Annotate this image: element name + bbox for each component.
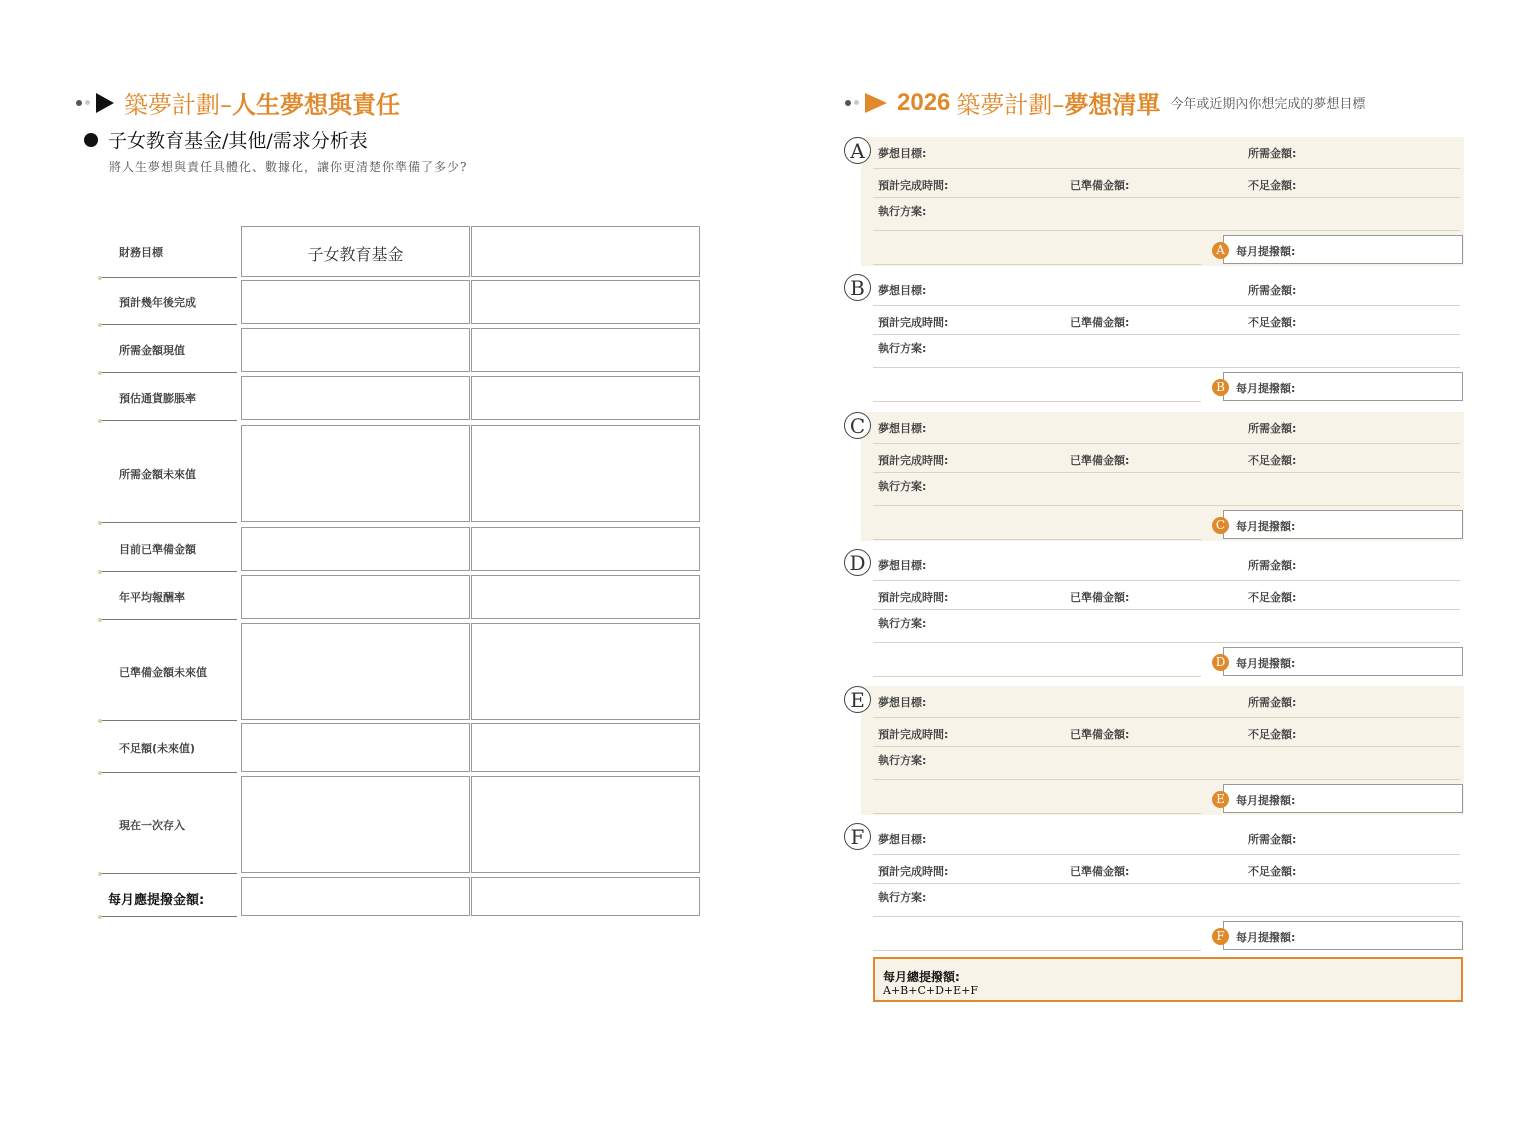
dream-goal-label: 夢想目標: bbox=[878, 833, 927, 846]
completion-time-label: 預計完成時間: bbox=[878, 591, 949, 604]
table-cell-col2[interactable] bbox=[471, 376, 700, 420]
table-cell-col2[interactable] bbox=[471, 723, 700, 772]
monthly-contribution-box[interactable] bbox=[1216, 921, 1463, 950]
table-cell-col1[interactable] bbox=[241, 527, 470, 571]
dream-goal-label: 夢想目標: bbox=[878, 696, 927, 709]
row-label-text: 已準備金額未來值 bbox=[119, 665, 207, 679]
shortfall-label: 不足金額: bbox=[1248, 454, 1297, 467]
row-tick-dot bbox=[98, 915, 102, 919]
dream-block bbox=[849, 549, 1464, 678]
right-header-prefix: 築夢計劃– bbox=[956, 91, 1065, 119]
row-tick-dot bbox=[98, 872, 102, 876]
dream-goal-label: 夢想目標: bbox=[878, 284, 927, 297]
table-cell-col1[interactable] bbox=[241, 425, 470, 522]
table-cell-col2[interactable] bbox=[471, 575, 700, 619]
table-cell-col1[interactable] bbox=[241, 328, 470, 372]
dream-block bbox=[850, 137, 1464, 266]
right-header-year: 2026 bbox=[897, 88, 951, 116]
row-tick-dot bbox=[98, 570, 102, 574]
divider bbox=[873, 443, 1460, 444]
row-label-text: 所需金額未來值 bbox=[119, 467, 196, 481]
divider bbox=[873, 717, 1460, 718]
table-row-label bbox=[100, 280, 237, 325]
play-triangle-icon bbox=[865, 93, 887, 113]
play-triangle-icon bbox=[96, 93, 114, 113]
divider bbox=[873, 505, 1460, 506]
table-row-label bbox=[100, 328, 237, 373]
divider bbox=[873, 854, 1460, 855]
dream-letter-badge: E bbox=[844, 686, 871, 713]
divider bbox=[873, 813, 1201, 814]
completion-time-label: 預計完成時間: bbox=[878, 728, 949, 741]
right-page-header bbox=[845, 85, 1365, 120]
table-cell-col2[interactable] bbox=[471, 425, 700, 522]
table-cell-col1[interactable] bbox=[241, 376, 470, 420]
section-title-text: 子女教育基金/其他/需求分析表 bbox=[108, 130, 368, 152]
divider bbox=[873, 676, 1201, 677]
right-header-title: 夢想清單 bbox=[1064, 91, 1161, 119]
row-tick-dot bbox=[98, 419, 102, 423]
divider bbox=[873, 230, 1460, 231]
table-row-label bbox=[100, 575, 237, 620]
row-label-text: 年平均報酬率 bbox=[119, 591, 185, 604]
table-row-label bbox=[100, 776, 237, 874]
table-row-label bbox=[100, 226, 237, 278]
bullet-icon bbox=[84, 133, 98, 147]
shortfall-label: 不足金額: bbox=[1248, 179, 1297, 192]
divider bbox=[873, 472, 1460, 473]
table-cell-col1[interactable] bbox=[241, 776, 470, 873]
right-header-subtitle: 今年或近期內你想完成的夢想目標 bbox=[1170, 97, 1366, 112]
plan-label: 執行方案: bbox=[878, 342, 927, 355]
prepared-amount-label: 已準備金額: bbox=[1070, 316, 1130, 329]
divider bbox=[873, 779, 1460, 780]
required-amount-label: 所需金額: bbox=[1248, 696, 1297, 709]
section-title bbox=[84, 126, 368, 153]
monthly-contribution-box[interactable] bbox=[1216, 372, 1463, 401]
shortfall-label: 不足金額: bbox=[1248, 591, 1297, 604]
monthly-contribution-label: 每月提撥額: bbox=[1236, 382, 1296, 395]
monthly-letter-badge: A bbox=[1212, 242, 1229, 259]
monthly-contribution-box[interactable] bbox=[1216, 784, 1463, 813]
completion-time-label: 預計完成時間: bbox=[878, 454, 949, 467]
completion-time-label: 預計完成時間: bbox=[878, 179, 949, 192]
table-cell-col1[interactable] bbox=[241, 226, 470, 277]
monthly-letter-badge: C bbox=[1212, 517, 1229, 534]
bullet-dots-icon bbox=[76, 100, 90, 106]
dream-letter-badge: A bbox=[844, 137, 871, 164]
dream-block bbox=[850, 686, 1464, 815]
dream-letter-badge: C bbox=[844, 412, 871, 439]
divider bbox=[873, 305, 1460, 306]
row-tick-dot bbox=[98, 521, 102, 525]
row-label-text: 所需金額現值 bbox=[119, 344, 185, 357]
monthly-letter-badge: B bbox=[1212, 379, 1229, 396]
required-amount-label: 所需金額: bbox=[1248, 833, 1297, 846]
shortfall-label: 不足金額: bbox=[1248, 865, 1297, 878]
divider bbox=[873, 539, 1201, 540]
table-cell-col1[interactable] bbox=[241, 623, 470, 720]
monthly-contribution-label: 每月提撥額: bbox=[1236, 520, 1296, 533]
divider bbox=[873, 168, 1460, 169]
monthly-contribution-label: 每月提撥額: bbox=[1236, 931, 1296, 944]
row-label-text: 目前已準備金額 bbox=[119, 543, 196, 556]
row-tick-dot bbox=[98, 323, 102, 327]
left-header-prefix: 築夢計劃– bbox=[124, 91, 232, 119]
dream-block bbox=[850, 274, 1464, 403]
monthly-contribution-label: 每月提撥額: bbox=[1236, 794, 1296, 807]
row-label-text: 預估通貨膨脹率 bbox=[119, 392, 196, 405]
plan-label: 執行方案: bbox=[878, 754, 927, 767]
monthly-total-formula: A+B+C+D+E+F bbox=[883, 984, 979, 997]
divider bbox=[873, 401, 1201, 402]
divider bbox=[873, 197, 1460, 198]
plan-label: 執行方案: bbox=[878, 617, 927, 630]
monthly-letter-badge: D bbox=[1212, 654, 1229, 671]
table-row-label bbox=[100, 376, 237, 421]
row-tick-dot bbox=[98, 771, 102, 775]
monthly-contribution-box[interactable] bbox=[1215, 647, 1463, 676]
table-cell-col1[interactable] bbox=[241, 723, 470, 772]
row-label-text: 每月應提撥金額: bbox=[108, 892, 205, 908]
dream-block bbox=[850, 823, 1464, 952]
monthly-total-label: 每月總提撥額: bbox=[883, 970, 960, 984]
table-row-label bbox=[100, 877, 237, 917]
completion-time-label: 預計完成時間: bbox=[878, 865, 949, 878]
prepared-amount-label: 已準備金額: bbox=[1070, 865, 1130, 878]
prepared-amount-label: 已準備金額: bbox=[1070, 454, 1130, 467]
monthly-contribution-label: 每月提撥額: bbox=[1236, 657, 1296, 670]
divider bbox=[873, 642, 1460, 643]
row-label-text: 預計幾年後完成 bbox=[119, 296, 196, 309]
table-row-label bbox=[100, 527, 237, 572]
dream-goal-label: 夢想目標: bbox=[878, 147, 927, 160]
dream-letter-badge: F bbox=[844, 823, 871, 850]
divider bbox=[873, 367, 1460, 368]
section-description: 將人生夢想與責任具體化、數據化，讓你更清楚你準備了多少? bbox=[109, 160, 468, 174]
dream-letter-badge: B bbox=[844, 274, 871, 301]
bullet-dots-icon bbox=[845, 100, 859, 106]
row-tick-dot bbox=[98, 618, 102, 622]
divider bbox=[873, 746, 1460, 747]
prepared-amount-label: 已準備金額: bbox=[1070, 728, 1130, 741]
dream-block bbox=[849, 412, 1464, 541]
shortfall-label: 不足金額: bbox=[1248, 728, 1297, 741]
table-row-label bbox=[100, 623, 237, 721]
divider bbox=[873, 883, 1460, 884]
table-cell-col2[interactable] bbox=[471, 877, 700, 916]
monthly-contribution-label: 每月提撥額: bbox=[1236, 245, 1296, 258]
required-amount-label: 所需金額: bbox=[1248, 284, 1297, 297]
table-cell-col2[interactable] bbox=[471, 226, 700, 277]
shortfall-label: 不足金額: bbox=[1248, 316, 1297, 329]
table-row-label bbox=[100, 425, 237, 523]
divider bbox=[873, 264, 1201, 265]
table-cell-col1[interactable] bbox=[241, 575, 470, 619]
dream-goal-label: 夢想目標: bbox=[878, 559, 927, 572]
table-cell-col1[interactable] bbox=[241, 877, 470, 916]
left-page-header bbox=[76, 85, 400, 120]
dream-letter-badge: D bbox=[844, 549, 871, 576]
monthly-total-box[interactable] bbox=[873, 957, 1463, 1002]
table-cell-col1[interactable] bbox=[241, 280, 470, 324]
divider bbox=[873, 334, 1460, 335]
plan-label: 執行方案: bbox=[878, 205, 927, 218]
monthly-contribution-box[interactable] bbox=[1215, 510, 1463, 539]
divider bbox=[873, 580, 1460, 581]
row-label-text: 財務目標 bbox=[119, 245, 163, 259]
completion-time-label: 預計完成時間: bbox=[878, 316, 949, 329]
row-tick-dot bbox=[98, 371, 102, 375]
table-cell-col2[interactable] bbox=[471, 623, 700, 720]
required-amount-label: 所需金額: bbox=[1248, 559, 1297, 572]
dream-goal-label: 夢想目標: bbox=[878, 422, 927, 435]
table-cell-col2[interactable] bbox=[471, 527, 700, 571]
prepared-amount-label: 已準備金額: bbox=[1070, 591, 1130, 604]
table-cell-col2[interactable] bbox=[471, 280, 700, 324]
divider bbox=[873, 950, 1201, 951]
required-amount-label: 所需金額: bbox=[1248, 147, 1297, 160]
table-row-label bbox=[100, 723, 237, 773]
plan-label: 執行方案: bbox=[878, 891, 927, 904]
row-label-text: 現在一次存入 bbox=[119, 818, 185, 832]
monthly-letter-badge: F bbox=[1212, 928, 1229, 945]
table-cell-col2[interactable] bbox=[471, 776, 700, 873]
monthly-letter-badge: E bbox=[1212, 791, 1229, 808]
row-label-text: 不足額(未來值) bbox=[119, 741, 196, 755]
monthly-contribution-box[interactable] bbox=[1216, 235, 1463, 264]
table-cell-col2[interactable] bbox=[471, 328, 700, 372]
plan-label: 執行方案: bbox=[878, 480, 927, 493]
prepared-amount-label: 已準備金額: bbox=[1070, 179, 1130, 192]
divider bbox=[873, 609, 1460, 610]
table-cell-value: 子女教育基金 bbox=[307, 244, 404, 264]
left-header-title: 人生夢想與責任 bbox=[232, 91, 400, 119]
required-amount-label: 所需金額: bbox=[1248, 422, 1297, 435]
divider bbox=[873, 916, 1460, 917]
